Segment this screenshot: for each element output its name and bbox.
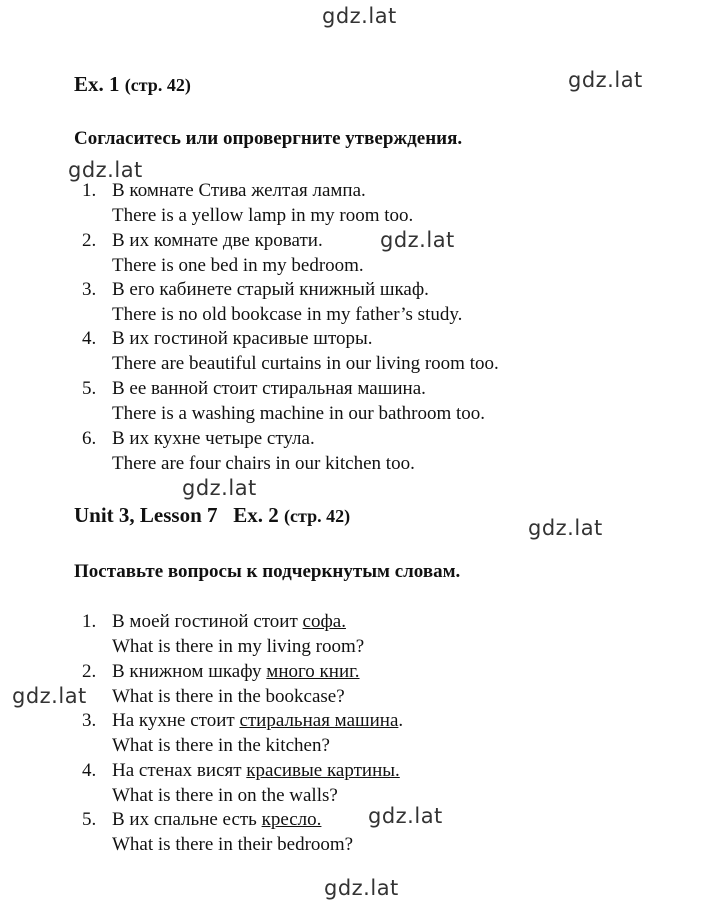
underlined-words: красивые картины. [246, 760, 400, 781]
ex1-instruction: Согласитесь или опровергните утверждения. [74, 128, 463, 149]
item-russian: На стенах висят [112, 760, 247, 781]
item-russian-end: . [398, 710, 404, 731]
ex2-item-3 [82, 710, 403, 732]
ex1-answer-1: There is a yellow lamp in my room too. [112, 205, 414, 226]
ex2-question-4: What is there in on the walls? [112, 785, 338, 806]
ex1-answer-3: There is no old bookcase in my father’s study. [112, 304, 463, 325]
ex2-page: (стр. 42) [284, 506, 351, 526]
item-number: 3. [82, 279, 97, 300]
watermark-mid-1: gdz.lat [380, 228, 455, 252]
item-number: 5. [82, 809, 97, 830]
watermark-mid-3: gdz.lat [368, 804, 443, 828]
ex1-item-4 [82, 328, 373, 350]
underlined-words: софа. [302, 611, 346, 632]
item-number: 1. [82, 180, 97, 201]
item-russian: В их спальне есть [112, 809, 262, 830]
item-russian: В их кухне четыре стула. [112, 428, 315, 449]
ex1-item-3 [82, 279, 429, 301]
ex2-question-1: What is there in my living room? [112, 636, 365, 657]
ex2-question-5: What is there in their bedroom? [112, 834, 354, 855]
item-russian: В моей гостиной стоит [112, 611, 303, 632]
ex1-title: Ex. 1 [74, 72, 120, 96]
ex2-question-3: What is there in the kitchen? [112, 735, 330, 756]
item-number: 5. [82, 378, 97, 399]
ex1-heading [74, 72, 191, 97]
ex1-item-2 [82, 230, 323, 252]
watermark-top: gdz.lat [322, 4, 397, 28]
ex1-item-1 [82, 180, 366, 202]
item-russian: В их комнате две кровати. [112, 230, 323, 251]
item-russian: В их гостиной красивые шторы. [112, 328, 373, 349]
item-number: 2. [82, 230, 97, 251]
ex2-item-5 [82, 809, 321, 831]
watermark-right-1: gdz.lat [568, 68, 643, 92]
item-russian: В ее ванной стоит стиральная машина. [112, 378, 426, 399]
item-number: 2. [82, 661, 97, 682]
item-russian: В комнате Стива желтая лампа. [112, 180, 366, 201]
item-number: 6. [82, 428, 97, 449]
ex1-answer-2: There is one bed in my bedroom. [112, 255, 364, 276]
ex1-item-6 [82, 428, 315, 450]
ex1-answer-6: There are four chairs in our kitchen too. [112, 453, 415, 474]
underlined-words: много книг. [266, 661, 360, 682]
ex1-page: (стр. 42) [124, 75, 191, 95]
item-number: 4. [82, 760, 97, 781]
ex2-question-2: What is there in the bookcase? [112, 686, 345, 707]
underlined-words: стиральная машина [239, 710, 399, 731]
ex2-item-1 [82, 611, 346, 633]
item-russian: В его кабинете старый книжный шкаф. [112, 279, 429, 300]
watermark-bottom: gdz.lat [324, 876, 399, 900]
underlined-words: кресло. [261, 809, 322, 830]
ex1-item-5 [82, 378, 426, 400]
watermark-right-2: gdz.lat [528, 516, 603, 540]
ex2-title: Unit 3, Lesson 7 Ex. 2 [74, 503, 279, 527]
ex2-heading [74, 503, 350, 528]
ex2-item-2 [82, 661, 360, 683]
ex1-answer-4: There are beautiful curtains in our living room too. [112, 353, 499, 374]
watermark-mid-2: gdz.lat [182, 476, 257, 500]
ex1-answer-5: There is a washing machine in our bathroom too. [112, 403, 486, 424]
ex2-instruction: Поставьте вопросы к подчеркнутым словам. [74, 561, 461, 582]
item-number: 3. [82, 710, 97, 731]
item-russian: В книжном шкафу [112, 661, 267, 682]
watermark-left-2: gdz.lat [12, 684, 87, 708]
item-number: 4. [82, 328, 97, 349]
watermark-left-1: gdz.lat [68, 158, 143, 182]
item-number: 1. [82, 611, 97, 632]
item-russian: На кухне стоит [112, 710, 240, 731]
ex2-item-4 [82, 760, 400, 782]
